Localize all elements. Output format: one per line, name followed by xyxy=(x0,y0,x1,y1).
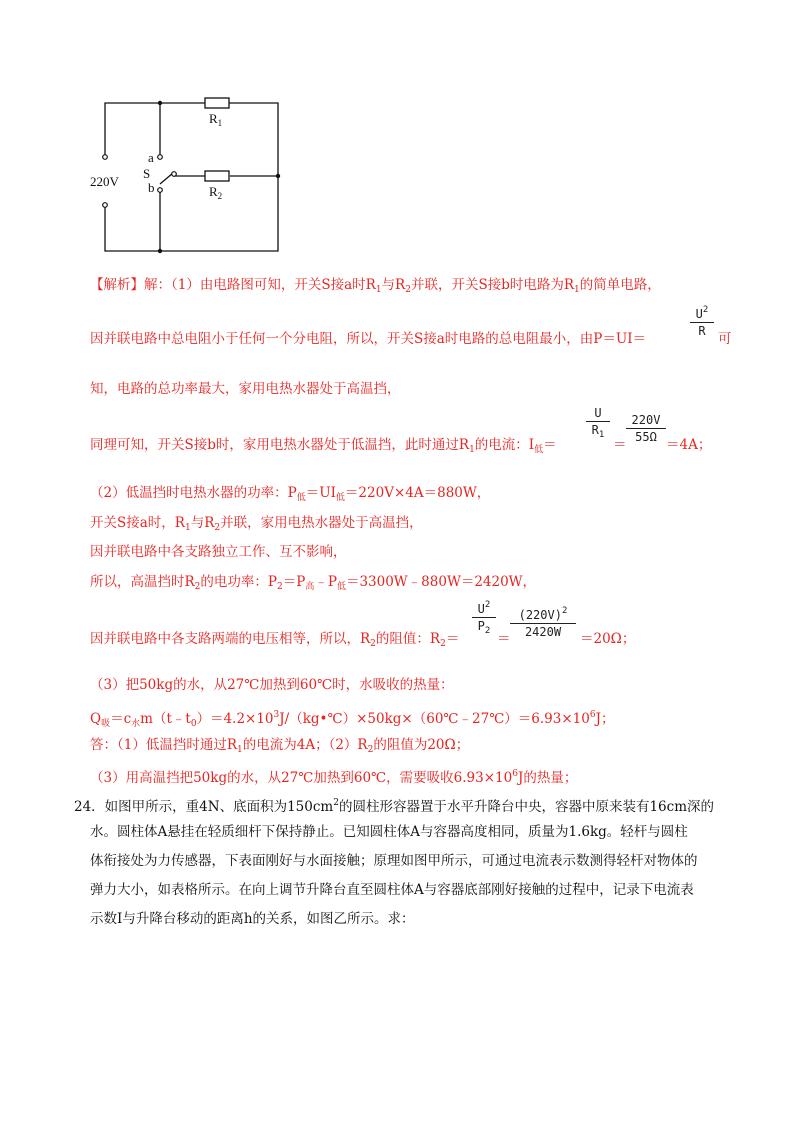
question-24-line-2: 水。圆柱体A悬挂在轻质细杆下保持静止。已知圆柱体A与容器高度相同，质量为1.6kg。轻杆与圆柱 xyxy=(90,824,688,840)
question-24-line-4: 弹力大小，如表格所示。在向上调节升降台直至圆柱体A与容器底部刚好接触的过程中，记录下电流表 xyxy=(90,882,694,898)
resistor-r2 xyxy=(205,171,229,181)
analysis-p2-line-5-eq2: ＝ xyxy=(497,631,511,647)
fraction-220v-squared-over-2420w: $(220V)^2$ 2420W xyxy=(510,606,576,639)
answer-line-1: 答：（1）低温挡时通过$R_1$的电流为4A；$(2)R_2$的阻值为20Ω； xyxy=(90,737,470,755)
fraction-u2-over-r: $U^2$ R xyxy=(690,305,714,338)
label-b: b xyxy=(148,180,155,195)
analysis-line-4-eq2: ＝ xyxy=(613,437,627,453)
analysis-p2-line-2: 开关S接a时，$R_1$与$R_2$并联，家用电热水器处于高温挡， xyxy=(90,515,423,533)
label-s: S xyxy=(143,166,151,181)
analysis-line-3: 知，电路的总功率最大，家用电热水器处于高温挡， xyxy=(90,381,401,397)
question-24-line-1: 24．如图甲所示，重4N、底面积为$150cm^2$的圆柱形容器置于水平升降台中央，容器中原来装有16cm深的 xyxy=(74,798,714,815)
analysis-p2-line-3: 因并联电路中各支路独立工作、互不影响， xyxy=(90,544,347,560)
question-24-line-3: 体衔接处为力传感器，下表面刚好与水面接触；原理如图甲所示，可通过电流表示数测得轻杆对物体的 xyxy=(90,853,698,869)
analysis-p3-line-1: （3）把50kg的水，从27℃加热到60℃时，水吸收的热量： xyxy=(90,677,454,693)
junction-dot xyxy=(158,249,162,253)
switch-blade xyxy=(160,173,173,184)
resistor-r1 xyxy=(205,98,229,108)
label-voltage: 220V xyxy=(90,174,119,189)
analysis-p3-line-2: $Q_吸=c_水m(t﹣t_0)=4.2\times 10^3J/(kg•℃)\times 50kg\times(60℃﹣27℃)=6.93\times 10^6J$； xyxy=(90,710,615,729)
switch-pivot xyxy=(172,172,177,177)
label-a: a xyxy=(148,150,154,165)
analysis-line-2-end: 可 xyxy=(718,331,732,347)
analysis-p2-line-5-end: ＝20Ω； xyxy=(580,631,636,647)
label-r1: $R_1$ xyxy=(209,111,223,128)
analysis-p2-line-1: （2）低温挡时电热水器的功率：$P_低=UI_低=220V\times 4A=880W$， xyxy=(90,485,491,503)
fraction-u-over-r1: U $R_1$ xyxy=(586,406,610,440)
analysis-p2-line-5: 因并联电路中各支路两端的电压相等，所以，$R_2$的阻值：$R_2=$ xyxy=(90,631,460,649)
analysis-line-2: 因并联电路中总电阻小于任何一个分电阻，所以，开关S接a时电路的总电阻最小，由P＝UI＝ xyxy=(90,331,647,347)
terminal-b xyxy=(158,188,163,193)
analysis-p2-line-4: 所以，高温挡时$R_2$的电功率：$P_2=P_高﹣P_低=3300W﹣880W=2420W$， xyxy=(90,574,537,592)
terminal-left-bottom xyxy=(103,203,108,208)
circuit-wire-top xyxy=(105,103,278,251)
question-24-line-5: 示数I与升降台移动的距离h的关系，如图乙所示。求： xyxy=(90,911,415,927)
fraction-220v-over-55: 220V 55Ω xyxy=(626,413,666,444)
analysis-line-4: 同理可知，开关S接b时，家用电热水器处于低温挡，此时通过$R_1$的电流：$I_低=$ xyxy=(90,437,557,455)
analysis-line-1: 【解析】解：（1）由电路图可知，开关S接a时$R_1$与$R_2$并联，开关S接b时电路为$R_1$的简单电路， xyxy=(90,277,661,295)
answer-line-2: （3）用高温挡把50kg的水，从27℃加热到60℃，需要吸收$6.93\times 10^6J$的热量； xyxy=(90,769,578,786)
circuit-diagram xyxy=(0,0,800,260)
terminal-left-top xyxy=(103,155,108,160)
analysis-line-4-end: ＝4A； xyxy=(666,437,712,453)
label-r2: $R_2$ xyxy=(209,184,223,201)
junction-dot xyxy=(158,101,162,105)
junction-dot xyxy=(276,174,280,178)
fraction-u2-over-p2: $U^2$ $P_2$ xyxy=(472,600,496,636)
terminal-a xyxy=(158,155,163,160)
